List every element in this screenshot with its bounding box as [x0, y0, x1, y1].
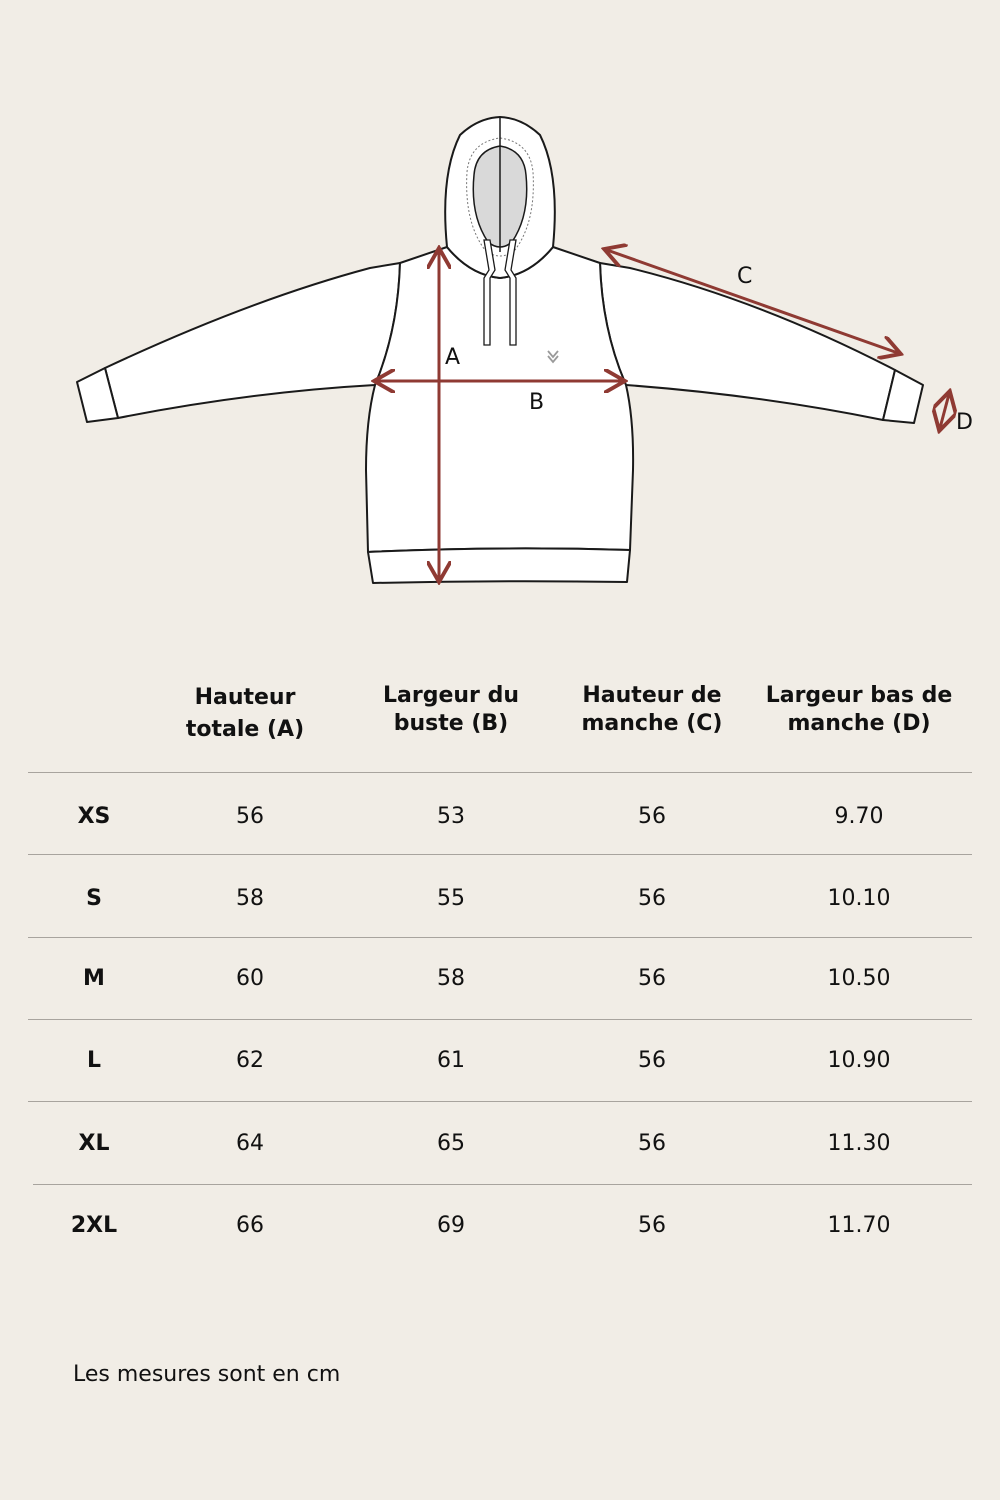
value-d: 11.30 [827, 1131, 891, 1156]
label-d: D [956, 410, 973, 435]
hem-band [368, 548, 630, 583]
value-c: 56 [638, 804, 666, 829]
size-cell: XL [78, 1131, 110, 1156]
value-b: 69 [437, 1213, 465, 1238]
value-b: 53 [437, 804, 465, 829]
table-divider [28, 1101, 972, 1102]
value-b: 65 [437, 1131, 465, 1156]
value-a: 56 [236, 804, 264, 829]
size-cell: L [86, 1048, 102, 1073]
label-b: B [529, 390, 545, 415]
value-d: 10.50 [827, 966, 891, 991]
value-a: 58 [236, 886, 264, 911]
label-a: A [445, 345, 461, 370]
table-row [0, 1103, 1000, 1185]
size-cell: S [86, 886, 102, 911]
value-d: 10.10 [827, 886, 891, 911]
header-hauteur-totale: Hauteur totale (A) [185, 685, 305, 742]
value-c: 56 [638, 1048, 666, 1073]
value-a: 62 [236, 1048, 264, 1073]
arrow-d [940, 394, 949, 428]
table-row [0, 776, 1000, 858]
size-cell: XS [77, 804, 111, 829]
table-row [0, 938, 1000, 1020]
body [366, 247, 633, 552]
size-cell: M [83, 966, 105, 991]
value-b: 58 [437, 966, 465, 991]
size-cell: 2XL [70, 1213, 118, 1238]
table-row [0, 858, 1000, 940]
value-a: 66 [236, 1213, 264, 1238]
left-sleeve [105, 263, 400, 418]
value-c: 56 [638, 1131, 666, 1156]
table-row [0, 1020, 1000, 1102]
value-d: 10.90 [827, 1048, 891, 1073]
value-c: 56 [638, 886, 666, 911]
value-a: 60 [236, 966, 264, 991]
value-b: 55 [437, 886, 465, 911]
header-hauteur-manche: Hauteur de manche (C) [581, 683, 723, 736]
value-b: 61 [437, 1048, 465, 1073]
header-largeur-bas-manche: Largeur bas de manche (D) [765, 683, 953, 736]
header-largeur-buste: Largeur du buste (B) [383, 683, 519, 736]
units-footnote: Les mesures sont en cm [73, 1362, 341, 1387]
table-row [0, 1185, 1000, 1267]
value-c: 56 [638, 966, 666, 991]
table-divider [28, 772, 972, 773]
table-divider [28, 854, 972, 855]
value-a: 64 [236, 1131, 264, 1156]
value-d: 9.70 [834, 804, 884, 829]
value-c: 56 [638, 1213, 666, 1238]
value-d: 11.70 [827, 1213, 891, 1238]
hoodie-diagram [0, 0, 1000, 640]
label-c: C [737, 264, 753, 289]
